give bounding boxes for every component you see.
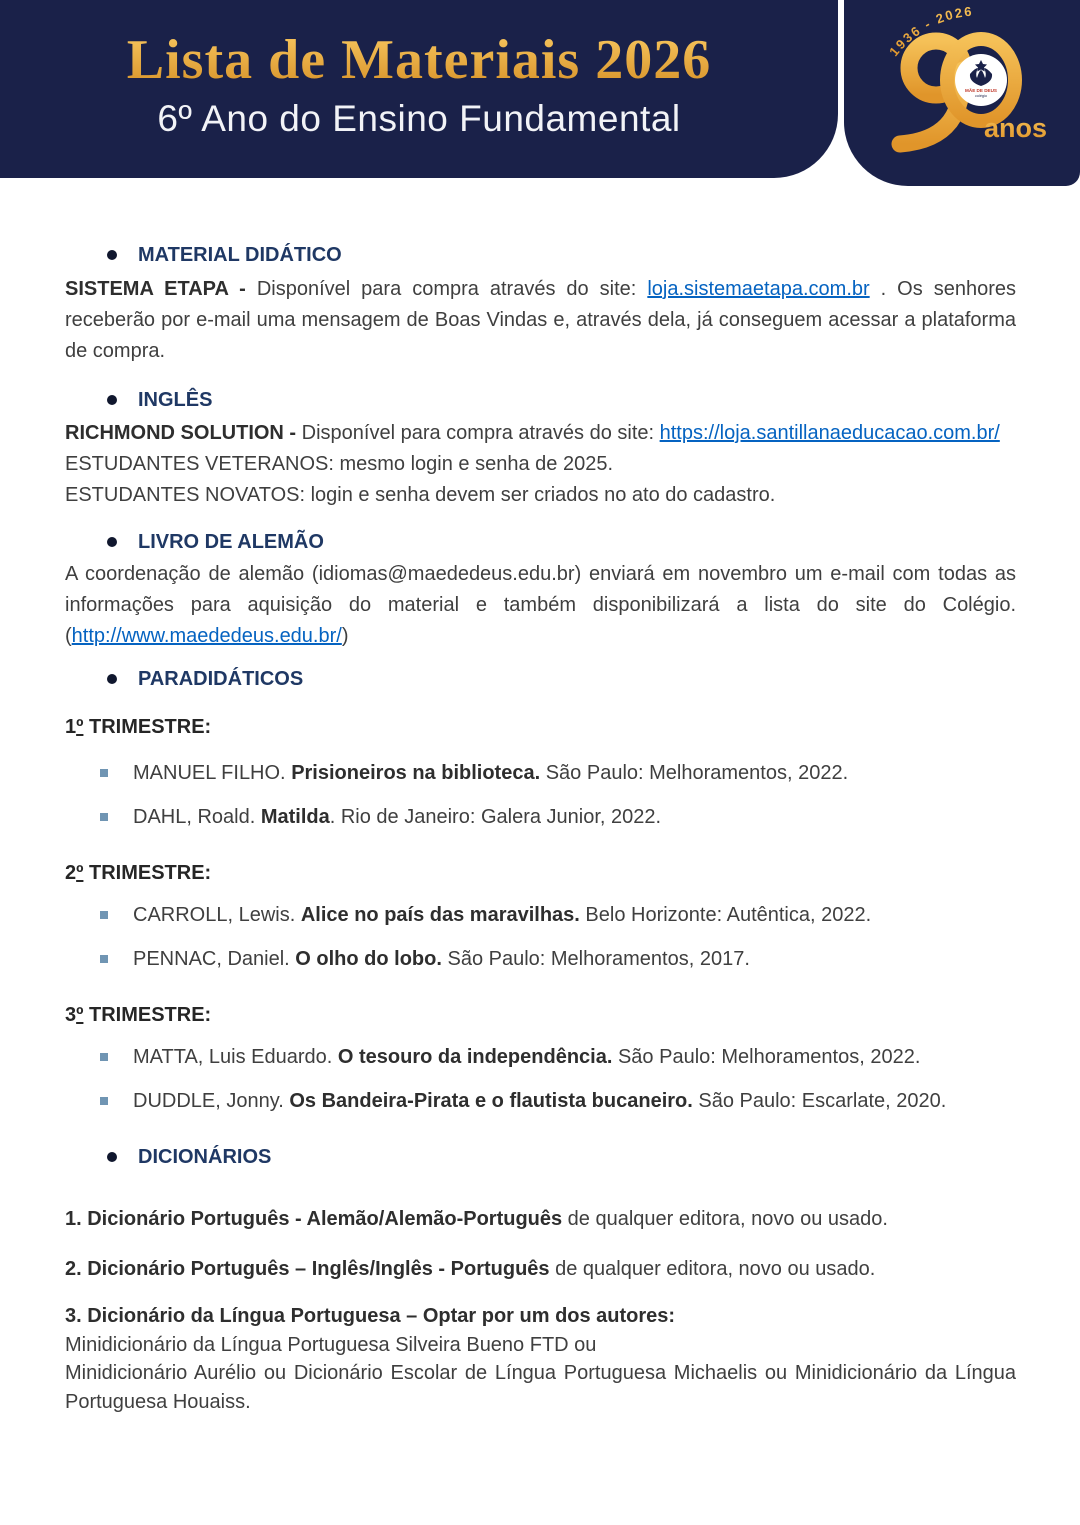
- book-publisher: São Paulo: Melhoramentos, 2022.: [540, 762, 849, 784]
- page-subtitle: 6º Ano do Ensino Fundamental: [157, 98, 681, 139]
- alemao-text: A coordenação de alemão (idiomas@maededeus.edu.br) enviará em novembro um e-mail com todas as informações para aquisição do material e também disponibilizará a lista do site do Colégio. (: [65, 563, 1016, 647]
- book-citation: [108, 758, 848, 788]
- square-bullet-icon: [100, 955, 108, 963]
- dictionary-entry-3-option-1: Minidicionário da Língua Portuguesa Silveira Bueno FTD ou: [65, 1333, 597, 1356]
- trimester-1-label: [65, 714, 1016, 740]
- dictionary-entry-2: [65, 1254, 1016, 1284]
- trimester-word: TRIMESTRE:: [83, 716, 212, 738]
- book-author: PENNAC, Daniel.: [133, 948, 296, 970]
- book-citation: [108, 1042, 920, 1072]
- book-item: [65, 900, 1016, 930]
- trimester-number: 3: [65, 1004, 77, 1026]
- book-item: [65, 1042, 1016, 1072]
- book-author: DAHL, Roald.: [133, 806, 261, 828]
- book-author: MATTA, Luis Eduardo.: [133, 1046, 338, 1068]
- book-author: MANUEL FILHO.: [133, 762, 292, 784]
- dictionary-entry-3-option-2: Minidicionário Aurélio ou Dicionário Escolar de Língua Portuguesa Michaelis ou Minidicionário da Língua Portuguesa Houaiss.: [65, 1362, 1016, 1413]
- book-title: O olho do lobo.: [295, 948, 442, 970]
- sistema-etapa-text: Disponível para compra através do site:: [256, 278, 648, 300]
- book-publisher: São Paulo: Melhoramentos, 2022.: [612, 1046, 921, 1068]
- section-heading-label: LIVRO DE ALEMÃO: [138, 530, 324, 553]
- section-heading-label: MATERIAL DIDÁTICO: [138, 243, 342, 266]
- sistema-etapa-paragraph: [65, 274, 1016, 367]
- square-bullet-icon: [100, 813, 108, 821]
- section-heading-label: PARADIDÁTICOS: [138, 667, 304, 690]
- square-bullet-icon: [100, 1097, 108, 1105]
- logo-years-text: 1936 - 2026: [886, 3, 975, 60]
- ordinal-indicator: º: [76, 1004, 84, 1026]
- dictionary-entry-rest: de qualquer editora, novo ou usado.: [562, 1208, 888, 1230]
- book-title: Matilda: [260, 806, 330, 828]
- book-author: CARROLL, Lewis.: [133, 904, 301, 926]
- book-publisher: Belo Horizonte: Autêntica, 2022.: [579, 904, 872, 926]
- book-title: Alice no país das maravilhas.: [300, 904, 580, 926]
- book-publisher: São Paulo: Escarlate, 2020.: [692, 1090, 947, 1112]
- section-heading-label: INGLÊS: [138, 388, 213, 411]
- book-citation: [108, 900, 871, 930]
- maededeus-link[interactable]: http://www.maededeus.edu.br/: [71, 625, 342, 647]
- book-citation: [108, 1086, 946, 1116]
- trimester-number: 2: [65, 862, 77, 884]
- section-heading-livro-alemao: [65, 529, 1016, 555]
- dictionary-entry-rest: de qualquer editora, novo ou usado.: [549, 1258, 876, 1280]
- dictionary-entry-3-title: [65, 1302, 1016, 1331]
- crest-subname-text: colégio: [974, 94, 988, 98]
- alemao-paragraph: [65, 559, 1016, 652]
- dictionary-entry-bold: 2. Dicionário Português – Inglês/Inglês - Português: [65, 1258, 550, 1280]
- book-title: Os Bandeira-Pirata e o flautista bucaneiro.: [289, 1090, 693, 1112]
- logo-anos-text: anos: [984, 113, 1048, 143]
- richmond-lead: RICHMOND SOLUTION -: [65, 422, 302, 444]
- trimester-2-label: [65, 860, 1016, 886]
- ordinal-indicator: º: [76, 862, 84, 884]
- book-item: [65, 944, 1016, 974]
- square-bullet-icon: [100, 1053, 108, 1061]
- section-heading-paradidaticos: [65, 666, 1016, 692]
- book-title: O tesouro da independência.: [337, 1046, 613, 1068]
- dictionary-entry-bold: 1. Dicionário Português - Alemão/Alemão-Português: [65, 1208, 563, 1230]
- book-item: [65, 758, 1016, 788]
- estudantes-novatos-line: ESTUDANTES NOVATOS: login e senha devem ser criados no ato do cadastro.: [65, 484, 776, 506]
- crest-name-text: MÃE DE DEUS: [965, 88, 997, 93]
- section-heading-material-didatico: [65, 242, 1016, 268]
- square-bullet-icon: [100, 769, 108, 777]
- book-title: Prisioneiros na biblioteca.: [291, 762, 541, 784]
- page-title: Lista de Materiais 2026: [0, 30, 838, 90]
- book-item: [65, 1086, 1016, 1116]
- book-author: DUDDLE, Jonny.: [133, 1090, 290, 1112]
- square-bullet-icon: [100, 911, 108, 919]
- ordinal-indicator: º: [76, 716, 84, 738]
- trimester-word: TRIMESTRE:: [83, 1004, 212, 1026]
- bullet-icon: [107, 537, 117, 547]
- book-citation: [108, 802, 661, 832]
- alemao-text-after: ): [341, 625, 349, 647]
- richmond-link[interactable]: https://loja.santillanaeducacao.com.br/: [659, 422, 1000, 444]
- sistema-etapa-text-after: . Os senhores receberão por e-mail uma mensagem de Boas Vindas e, através dela, já conseguem acessar a plataforma de compra.: [65, 278, 1016, 362]
- book-publisher: São Paulo: Melhoramentos, 2017.: [441, 948, 750, 970]
- section-heading-dicionarios: [65, 1144, 1016, 1170]
- trimester-3-label: [65, 1002, 1016, 1028]
- bullet-icon: [107, 674, 117, 684]
- book-item: [65, 802, 1016, 832]
- trimester-number: 1: [65, 716, 77, 738]
- bullet-icon: [107, 1152, 117, 1162]
- trimester-word: TRIMESTRE:: [83, 862, 212, 884]
- sistema-etapa-link[interactable]: loja.sistemaetapa.com.br: [647, 278, 870, 300]
- dictionary-entry-1: [65, 1204, 1016, 1234]
- book-citation: [108, 944, 750, 974]
- book-publisher: . Rio de Janeiro: Galera Junior, 2022.: [329, 806, 662, 828]
- section-heading-ingles: [65, 387, 1016, 413]
- bullet-icon: [107, 250, 117, 260]
- bullet-icon: [107, 395, 117, 405]
- dictionary-entry-bold: 3. Dicionário da Língua Portuguesa – Optar por um dos autores:: [65, 1305, 676, 1327]
- richmond-paragraph: [65, 418, 1016, 449]
- richmond-text: Disponível para compra através do site:: [301, 422, 660, 444]
- sistema-etapa-lead: SISTEMA ETAPA -: [65, 278, 257, 300]
- section-heading-label: DICIONÁRIOS: [138, 1145, 272, 1168]
- estudantes-veteranos-line: ESTUDANTES VETERANOS: mesmo login e senha de 2025.: [65, 453, 614, 475]
